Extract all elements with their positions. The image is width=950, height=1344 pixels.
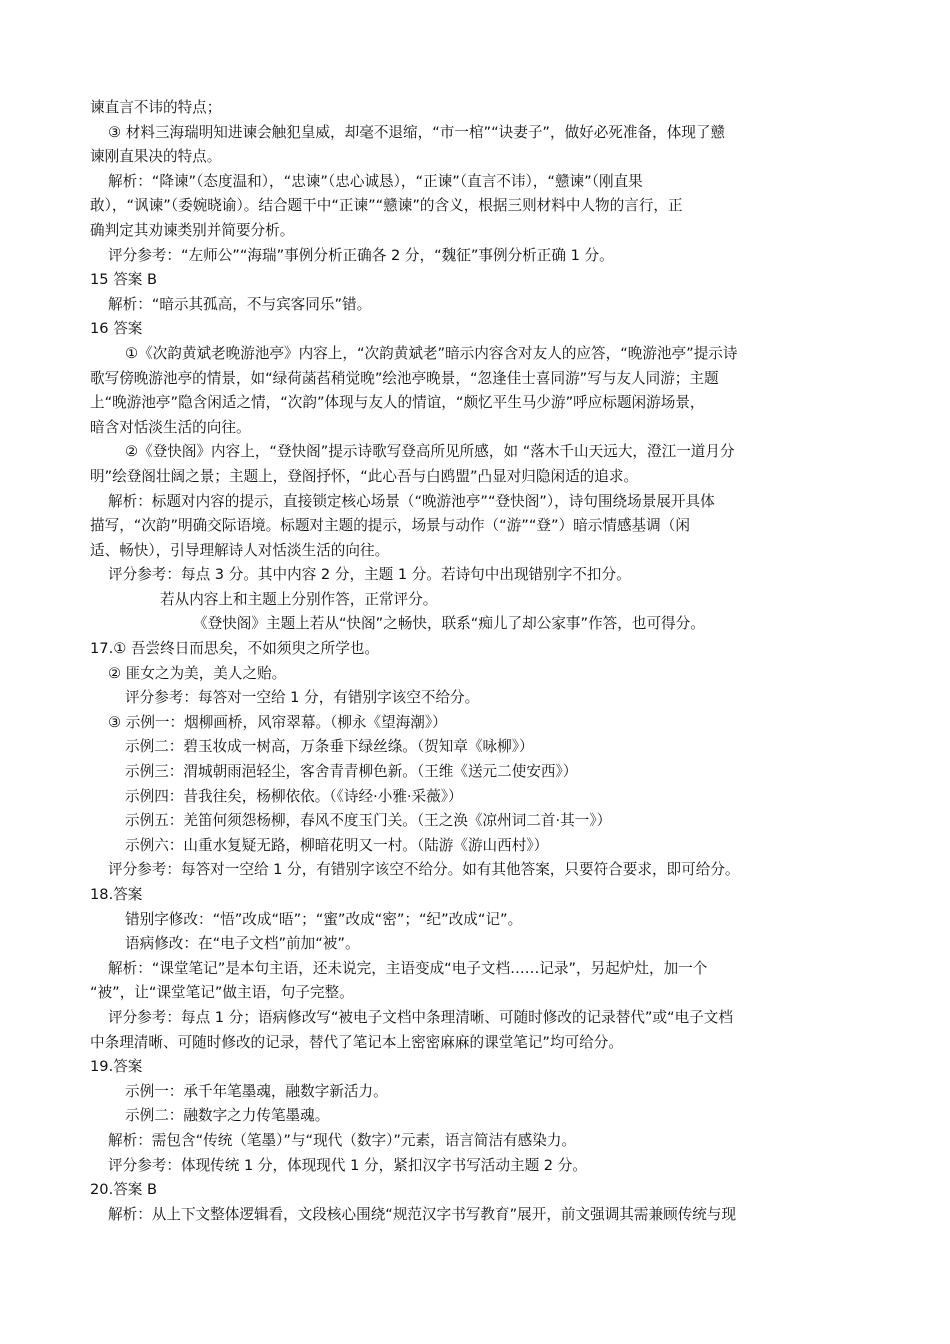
text-line: 暗含对恬淡生活的向往。 — [90, 418, 251, 436]
text-line: 示例三：渭城朝雨浥轻尘，客舍青青柳色新。（王维《送元二使安西》） — [125, 763, 578, 781]
text-line: 描写，“次韵”明确交际语境。标题对主题的提示，场景与动作（“游”“登”）暗示情感基调（闲 — [90, 517, 690, 535]
text-line: 解析：“课堂笔记”是本句主语，还未说完，主语变成“电子文档……记录”，另起炉灶，加一个 — [108, 959, 708, 977]
text-line: ②《登快阁》内容上，“登快阁”提示诗歌写登高所见所感，如 “落木千山天远大，澄江一道月分 — [125, 443, 735, 461]
text-line: 解析：标题对内容的提示，直接锁定核心场景（“晚游池亭”“登快阁”），诗句围绕场景展开具体 — [108, 492, 715, 510]
text-line: ③ 示例一：烟柳画桥，风帘翠幕。（柳永《望海潮》） — [108, 713, 447, 731]
text-line: 评分参考：“左师公”“海瑞”事例分析正确各 2 分，“魏征”事例分析正确 1 分。 — [108, 246, 614, 264]
text-line: 谏刚直果决的特点。 — [90, 148, 222, 166]
text-line: 《登快阁》主题上若从“快阁”之畅快，联系“痴儿了却公家事”作答，也可得分。 — [193, 615, 705, 633]
text-line: 若从内容上和主题上分别作答，正常评分。 — [160, 590, 438, 608]
text-line: 评分参考：每点 3 分。其中内容 2 分，主题 1 分。若诗句中出现错别字不扣分。 — [108, 566, 631, 584]
text-line: 谏直言不讳的特点； — [90, 99, 222, 116]
text-line: 语病修改：在“电子文档”前加“被”。 — [125, 935, 360, 953]
question-heading: 19.答案 — [90, 1058, 143, 1076]
text-line: 示例五：羌笛何须怨杨柳，春风不度玉门关。（王之涣《凉州词二首·其一》） — [125, 812, 612, 830]
answer-key-document — [90, 96, 865, 1227]
question-heading: 17.① 吾尝终日而思矣，不如须臾之所学也。 — [90, 640, 380, 658]
text-line: 评分参考：每答对一空给 1 分，有错别字该空不给分。 — [125, 689, 480, 707]
text-line: 示例二：碧玉妆成一树高，万条垂下绿丝绦。（贺知章《咏柳》） — [125, 738, 534, 756]
text-line: 评分参考：每答对一空给 1 分，有错别字该空不给分。如有其他答案，只要符合要求，即可给分。 — [108, 861, 740, 879]
question-heading: 18.答案 — [90, 886, 143, 903]
text-line: 示例一：承千年笔墨魂，融数字新活力。 — [125, 1082, 388, 1100]
text-line: 评分参考：体现传统 1 分，体现现代 1 分，紧扣汉字书写活动主题 2 分。 — [108, 1156, 587, 1174]
text-line: 评分参考：每点 1 分；语病修改写“被电子文档中条理清晰、可随时修改的记录替代”或“电子文档 — [108, 1008, 733, 1026]
text-line: 解析：“降谏”（态度温和），“忠谏”（忠心诚恳），“正谏”（直言不讳），“戆谏”（刚直果 — [108, 172, 643, 190]
text-line: 歌写傍晚游池亭的情景，如“绿荷菡萏稍觉晚”绘池亭晚景，“忽逢佳士喜同游”写与友人同游；主题 — [90, 369, 719, 387]
text-line: 明”绘登阁壮阔之景；主题上，登阁抒怀，“此心吾与白鸥盟”凸显对归隐闲适的追求。 — [90, 467, 639, 485]
text-line: 解析：从上下文整体逻辑看，文段核心围绕“规范汉字书写教育”展开，前文强调其需兼顾传统与现 — [108, 1205, 737, 1223]
text-line: “被”，让“课堂笔记”做主语，句子完整。 — [90, 984, 354, 1002]
text-line: 中条理清晰、可随时修改的记录，替代了笔记本上密密麻麻的课堂笔记”均可给分。 — [90, 1033, 623, 1051]
text-line: 示例四：昔我往矣，杨柳依依。（《诗经·小雅·采薇》） — [125, 787, 463, 805]
text-line: 解析：“暗示其孤高，不与宾客同乐”错。 — [108, 295, 372, 313]
text-line: ② 匪女之为美，美人之贻。 — [108, 664, 287, 682]
text-line: ③ 材料三海瑞明知进谏会触犯皇威，却毫不退缩，“市一棺”“诀妻子”，做好必死准备，体现了戆 — [108, 123, 726, 141]
text-line: 示例六：山重水复疑无路，柳暗花明又一村。（陆游《游山西村》） — [125, 836, 549, 854]
text-line: 解析：需包含“传统（笔墨）”与“现代（数字）”元素，语言简洁有感染力。 — [108, 1131, 577, 1149]
question-heading: 20.答案 B — [90, 1181, 158, 1199]
text-line: 敢），“讽谏”（委婉晓谕）。结合题干中“正谏”“戆谏”的含义，根据三则材料中人物的言行，正 — [90, 197, 683, 215]
text-line: 错别字修改：“悟”改成“晤”；“蜜”改成“密”；“纪”改成“记”。 — [125, 910, 523, 928]
text-line: 确判定其劝谏类别并简要分析。 — [90, 221, 295, 239]
text-line: 适、畅快），引导理解诗人对恬淡生活的向往。 — [90, 541, 390, 559]
question-heading: 15 答案 B — [90, 271, 158, 289]
text-line: ①《次韵黄斌老晚游池亭》内容上，“次韵黄斌老”暗示内容含对友人的应答，“晚游池亭”提示诗 — [125, 344, 738, 362]
text-line: 示例二：融数字之力传笔墨魂。 — [125, 1107, 330, 1125]
question-heading: 16 答案 — [90, 320, 143, 338]
text-line: 上“晚游池亭”隐含闲适之情，“次韵”体现与友人的情谊，“颇忆平生马少游”呼应标题闲游场景， — [90, 394, 705, 412]
